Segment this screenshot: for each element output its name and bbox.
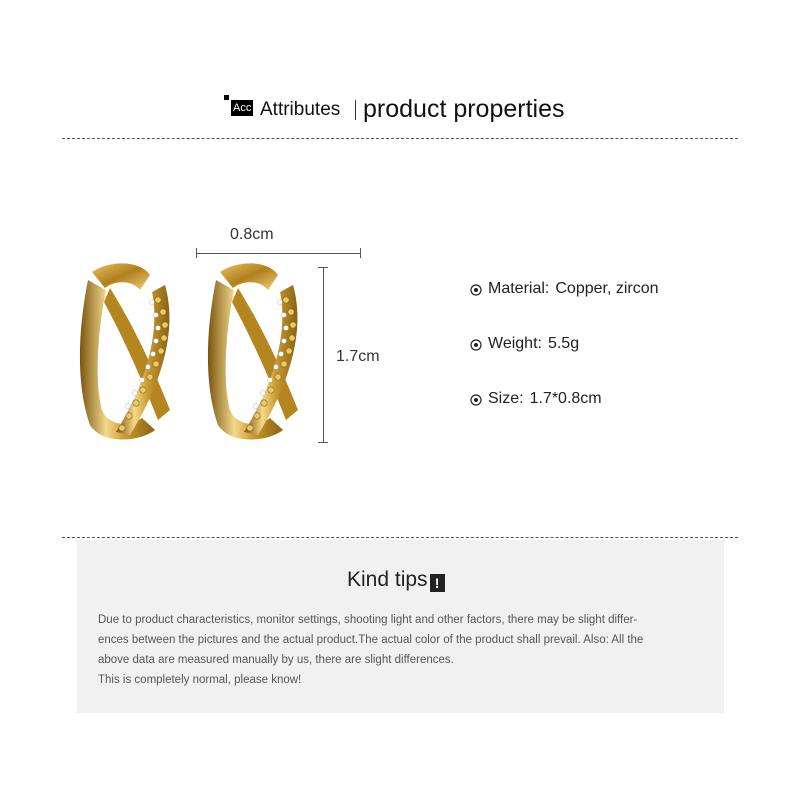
header-dot	[224, 95, 229, 100]
spec-row-size	[470, 390, 770, 445]
spec-value: Copper, zircon	[555, 280, 659, 297]
width-dimension-line	[197, 253, 361, 254]
earring-left	[70, 260, 190, 445]
tips-line: ences between the pictures and the actual product.The actual color of the product shall prevail. Also: All the	[98, 634, 644, 646]
product-image	[60, 220, 400, 460]
kind-tips-title	[347, 567, 445, 593]
bullet-circle-icon	[470, 394, 482, 406]
height-dimension-line	[323, 268, 324, 442]
header-tag: Acc	[233, 102, 252, 114]
tips-line: Due to product characteristics, monitor settings, shooting light and other factors, there may be slight differ-	[98, 614, 638, 626]
kind-tips-title-text: Kind tips	[347, 568, 428, 591]
spec-value: 5.5g	[547, 335, 580, 352]
header-attributes-label: Attributes	[260, 99, 341, 120]
kind-tips-text	[98, 610, 710, 690]
dashed-divider-bottom	[62, 537, 738, 538]
width-dimension-tick-right	[360, 248, 361, 258]
bullet-circle-icon	[470, 284, 482, 296]
spec-row-weight	[470, 335, 770, 390]
spec-label: Material:	[488, 280, 550, 297]
width-dimension-label: 0.8cm	[230, 226, 274, 243]
header-divider	[355, 100, 356, 120]
specs-list	[470, 280, 770, 445]
page-title: product properties	[363, 95, 565, 123]
bullet-circle-icon	[470, 339, 482, 351]
height-dimension-label: 1.7cm	[336, 348, 380, 365]
spec-label: Size:	[488, 390, 524, 407]
spec-label: Weight:	[488, 335, 542, 352]
dashed-divider-top	[62, 138, 738, 139]
earring-right	[198, 260, 318, 445]
kind-tips-box	[77, 540, 724, 713]
spec-row-material	[470, 280, 770, 335]
tips-line: This is completely normal, please know!	[98, 674, 302, 686]
exclamation-icon: !	[430, 574, 445, 592]
height-dimension-tick-bottom	[318, 442, 328, 443]
spec-value: 1.7*0.8cm	[529, 390, 602, 407]
section-header	[0, 92, 800, 132]
tips-line: above data are measured manually by us, there are slight differences.	[98, 654, 454, 666]
